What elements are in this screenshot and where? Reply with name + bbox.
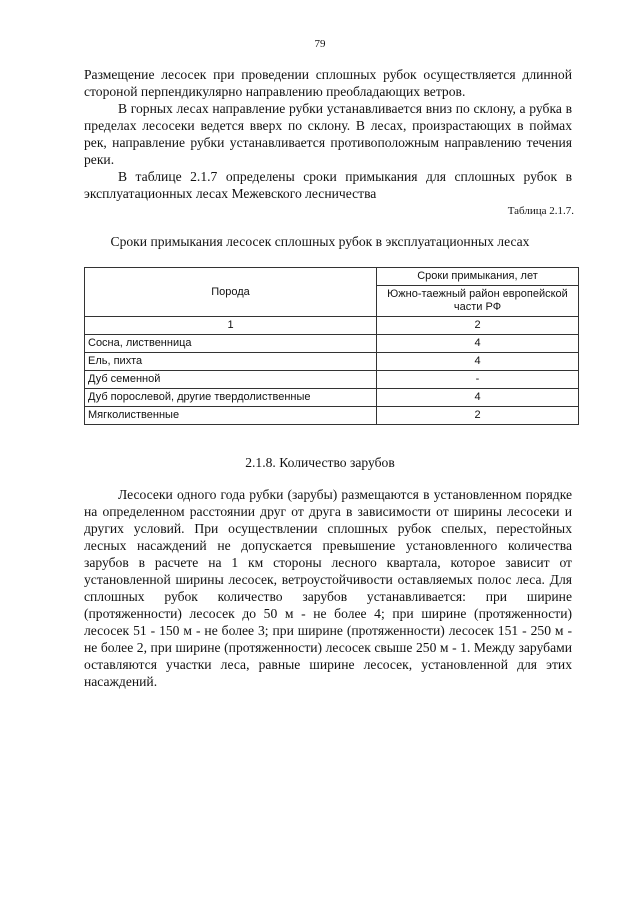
- table-title: Сроки примыкания лесосек сплошных рубок в эксплуатационных лесах: [110, 234, 530, 249]
- column-number: 2: [377, 317, 579, 335]
- row-value: 4: [377, 389, 579, 407]
- column-number: 1: [85, 317, 377, 335]
- table-label: Таблица 2.1.7.: [507, 205, 574, 217]
- table-row: [85, 407, 579, 425]
- paragraph: Лесосеки одного года рубки (зарубы) размещаются в установленном порядке на определенном расстоянии друг от друга в зависимости от ширины лесосеки и других условий. При осуществлении сплошных рубок спелых, перестойных лесных насаждений не допускается превышение установленного количества зарубов в расчете на 1 км стороны лесного квартала, которое зависит от установленной ширины лесосек, ветроустойчивости оставляемых полос леса. Для сплошных рубок количество зарубов устанавливается: при ширине (протяженности) лесосек до 50 м - не более 4; при ширине (протяженности) лесосек 51 - 150 м - не более 3; при ширине (протяженности) лесосек 151 - 250 м - не более 2, при ширине (протяженности) лесосек свыше 250 м - 1. Между зарубами оставляются участки леса, равные ширине лесосек, установленной для этих насаждений.: [84, 487, 572, 689]
- table-row: [85, 389, 579, 407]
- row-value: 4: [377, 353, 579, 371]
- table-row: [85, 371, 579, 389]
- header-terms: Сроки примыкания, лет: [377, 268, 579, 286]
- page-number: 79: [314, 38, 326, 50]
- intro-text: [84, 66, 572, 202]
- row-breed: Дуб семенной: [85, 371, 377, 389]
- row-value: 4: [377, 335, 579, 353]
- table-header-row: [85, 268, 579, 286]
- row-breed: Ель, пихта: [85, 353, 377, 371]
- section-heading: 2.1.8. Количество зарубов: [245, 455, 395, 470]
- row-value: -: [377, 371, 579, 389]
- table-row: [85, 335, 579, 353]
- table-column-numbers: [85, 317, 579, 335]
- row-breed: Дуб порослевой, другие твердолиственные: [85, 389, 377, 407]
- row-breed: Сосна, лиственница: [85, 335, 377, 353]
- paragraph: В горных лесах направление рубки устанавливается вниз по склону, а рубка в пределах лесосеки ведется вверх по склону. В лесах, произрастающих в поймах рек, направление рубки устанавливается противоположным направлению течения реки.: [84, 101, 572, 167]
- paragraph: В таблице 2.1.7 определены сроки примыкания для сплошных рубок в эксплуатационных лесах Межевского лесничества: [84, 169, 572, 201]
- header-breed: Порода: [85, 268, 377, 317]
- adjacency-table: [84, 267, 579, 425]
- section-text: [84, 486, 572, 690]
- table-row: [85, 353, 579, 371]
- header-region: Южно-таежный район европейской части РФ: [377, 286, 579, 317]
- row-value: 2: [377, 407, 579, 425]
- paragraph: Размещение лесосек при проведении сплошных рубок осуществляется длинной стороной перпендикулярно направлению преобладающих ветров.: [84, 67, 572, 99]
- row-breed: Мягколиственные: [85, 407, 377, 425]
